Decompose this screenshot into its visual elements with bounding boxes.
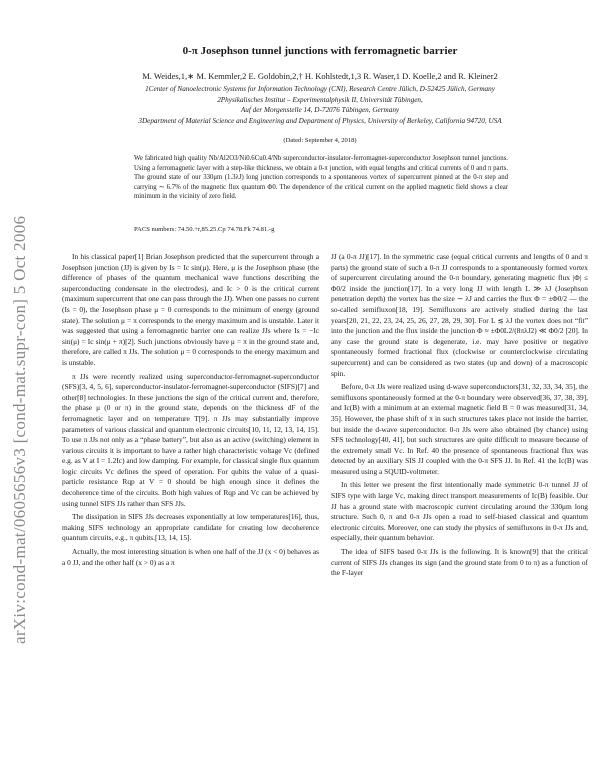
abstract: We fabricated high quality Nb/Al2O3/Ni0.6Cu0.4/Nb superconductor-insulator-ferromagnet-superconductor Josephson tunnel junctions. Using a ferromagnetic layer with a step-like thickness, we obtain a 0-π junction, with equal lengths and critical currents of 0 and π parts. The ground state of our 330μm (1.3λJ) long junction corresponds to a spontaneous vortex of supercurrent pinned at the 0-π step and carrying ∼ 6.7% of the magnetic flux quantum Φ0. The dependence of the critical current on the applied magnetic field shows a clear minimum in the vicinity of zero field. <box>134 155 508 201</box>
paragraph: Before, 0-π JJs were realized using d-wave superconductors[31, 32, 33, 34, 35], the semifluxons spontaneously formed at the 0-π boundary were observed[36, 37, 38, 39], and Ic(B) with a minimum at an external magnetic field B = 0 was measured[31, 34, 35]. However, the phase shift of π in such structures takes place not inside the barrier, but inside the d-wave superconductor. 0-π JJs were also obtained (by chance) using SFS technology[40, 41], but such structures are quite difficult to measure because of the extremely small Vc. In Ref. 40 the presence of spontaneous fractional flux was detected by an auxiliary SIS JJ coupled with the 0-π SFS JJ. In Ref. 41 the Ic(B) was measured using a SQUID-voltmeter. <box>331 382 588 476</box>
paragraph: π JJs were recently realized using superconductor-ferromagnet-superconductor (SFS)[3, 4, 5, 6], superconductor-insulator-ferromagnet-superconductor (SIFS)[7] and other[8] technologies. In these junctions the sign of the critical current and, therefore, the phase μ (0 or π) in the ground state, depends on the thickness dF of the ferromagnetic layer and on temperature T[9]. π JJs may substantially improve parameters of various classical and quantum electronic circuits[10, 11, 12, 13, 14, 15]. To use π JJs not only as a “phase battery”, but also as an active (switching) element in various circuits it is important to have a rather high characteristic voltage Vc (defined e.g. as V at I = 1.2Ic) and low damping. For example, for classical single flux quantum logic circuits Vc defines the speed of operation. For qubits the value of a quasi-particle resistance Rqp at V = 0 should be high enough since it defines the decoherence time of the circuits. Both high values of Rqp and Vc can be achieved by using tunnel SIFS JJs rather than SFS JJs. <box>62 371 319 508</box>
body-right-column <box>331 252 588 767</box>
paragraph: JJ (a 0-π JJ)[17]. In the symmetric case (equal critical currents and lengths of 0 and π parts) the ground state of such a 0-π JJ corresponds to a spontaneously formed vortex of supercurrent circulating around the 0-π boundary, generating magnetic flux |Φ| ≤ Φ0/2 inside the junction[17]. In a very long JJ with length L ≫ λJ (Josephson penetration depth) the vortex has the size ∼ λJ and carries the flux Φ = ±Φ0/2 — the so-called semifluxon[18, 19]. Semifluxons are actively studied during the last years[20, 21, 22, 23, 24, 25, 26, 27, 28, 29, 30]. For L ≲ λJ the vortex does not “fit” into the junction and the flux inside the junction Φ ≈ ±Φ0L2/(8πλJ2) ≪ Φ0/2 [20]. In any case the ground state is degenerate, i.e. may have positive or negative spontaneously formed fractional flux (clockwise or counterclockwise circulating supercurrent) and can be considered as two states (up and down) of a macroscopic spin. <box>331 252 588 378</box>
date-line: (Dated: September 4, 2018) <box>283 137 357 144</box>
paragraph: The dissipation in SIFS JJs decreases exponentially at low temperatures[16], thus, making SIFS technology an appropriate candidate for creating low decoherence quantum circuits, e.g., π qubits.[13, 14, 15]. <box>62 512 319 543</box>
arxiv-identifier-stamp: arXiv:cond-mat/0605656v3 [cond-mat.supr-con] 5 Oct 2006 <box>10 215 29 645</box>
affiliation-cni: 1Center of Nanoelectronic Systems for Information Technology (CNI), Research Centre Jülich, D-52425 Jülich, Germany <box>145 85 495 93</box>
affiliation-tuebingen-address: Auf der Morgenstelle 14, D-72076 Tübingen, Germany <box>240 106 400 115</box>
paper-title: 0-π Josephson tunnel junctions with ferromagnetic barrier <box>182 45 458 57</box>
paragraph: In this letter we present the first intentionally made symmetric 0-π tunnel JJ of SIFS type with large Vc, making direct transport measurements of Ic(B) feasible. Our JJ has a ground state with macroscopic current circulating around the 330μm long structure. Such 0, π and 0-π JJs open a road to self-biased classical and quantum electronic circuits. Moreover, one can study the physics of semifluxons in 0-π JJs and, especially, their quantum behavior. <box>331 480 588 543</box>
affiliation-berkeley: 3Department of Material Science and Engineering and Department of Physics, University of Berkeley, California 94720, USA <box>138 116 502 125</box>
body-left-column <box>62 252 319 767</box>
author-list: M. Weides,1,∗ M. Kemmler,2 E. Goldobin,2,† H. Kohlstedt,1,3 R. Waser,1 D. Koelle,2 and R. Kleiner2 <box>142 71 498 81</box>
paragraph: In his classical paper[1] Brian Josephson predicted that the supercurrent through a Josephson junction (JJ) is given by Is = Ic sin(μ). Here, μ is the Josephson phase (the difference of phases of the quantum mechanical wave functions describing the superconducting condensate in the electrodes), and Ic > 0 is the critical current (maximum supercurrent that one can pass through the JJ). When one passes no current (Is = 0), the Josephson phase μ = 0 corresponds to the minimum of energy (ground state). The solution μ = π corresponds to the energy maximum and is unstable. Later it was suggested that using a ferromagnetic barrier one can realize JJs where Is = −Ic sin(μ) = Ic sin(μ + π)[2]. Such junctions obviously have μ = π in the ground state and, therefore, are called π JJs. The solution μ = 0 corresponds to the energy maximum and is unstable. <box>62 252 319 367</box>
affiliation-tuebingen: 2Physikalisches Institut – Experimentalphysik II, Universität Tübingen, <box>217 95 423 104</box>
pacs-numbers: PACS numbers: 74.50.+r,85.25.Cp 74.78.Fk 74.81.-g <box>134 226 275 233</box>
paragraph: The idea of SIFS based 0-π JJs is the following. It is known[9] that the critical current of SIFS JJs changes its sign (and the ground state from 0 to π) as a function of the F-layer <box>331 547 588 578</box>
paragraph: Actually, the most interesting situation is when one half of the JJ (x < 0) behaves as a 0 JJ, and the other half (x > 0) as a π <box>62 547 319 567</box>
affiliations <box>60 84 580 126</box>
